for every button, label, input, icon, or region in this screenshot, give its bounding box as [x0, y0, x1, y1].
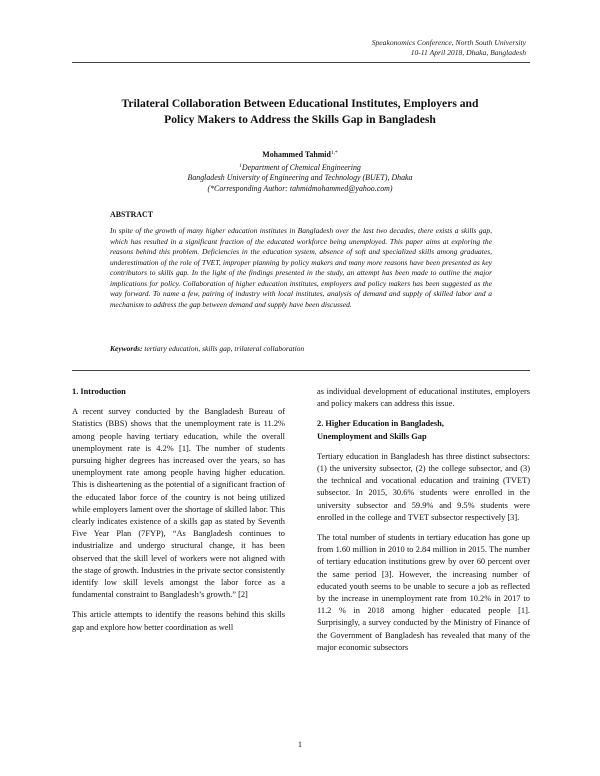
left-column [72, 386, 285, 642]
keywords-label: Keywords: [110, 344, 143, 353]
section-2-heading-line-1: 2. Higher Education in Bangladesh, [317, 419, 444, 429]
author-name: Mohammed Tahmid [262, 150, 331, 159]
section-2-paragraph-1: Tertiary education in Bangladesh has three distinct subsectors: (1) the university subsector, (2) the college subsector, and (3) the technical and vocational education and training (TVET) subsector. In 2015, 30.6% students were enrolled in the university subsector and 59.9% and 9.5% students were enrolled in the college and TVET subsector respectively [3]. [317, 451, 530, 522]
header-divider [72, 62, 530, 63]
author-block [100, 148, 500, 194]
corresponding-author: (*Corresponding Author: tahmidmohammed@yahoo.com) [207, 183, 393, 193]
author-superscript: 1,* [330, 150, 338, 156]
conference-name: Speakonomics Conference, North South University [371, 38, 526, 47]
abstract-heading: ABSTRACT [110, 210, 153, 219]
section-2-heading [317, 418, 530, 442]
abstract-text: In spite of the growth of many higher education institutes in Bangladesh over the last two decades, there exists a skills gap, which has resulted in a significant fraction of the educated workforce being unemployed. This paper aims at exploring the reasons behind this problem. Deficiencies in the education system, absence of soft and specialized skills among graduates, underestimation of the role of TVET, improper planning by policy makers and many more reasons have been presented as key contributors to skills gap. In the light of the findings presented in the study, an attempt has been made to outline the major implications for policy. Collaboration of higher education institutes, employers and policy makers has been suggested as the way forward. To name a few, pairing of industry with local institutes, analysis of demand and supply of skilled labor and a mechanism to address the gap between demand and supply have been discussed. [110, 226, 492, 309]
conference-dates: 10-11 April 2018, Dhaka, Bangladesh [410, 48, 526, 57]
page-number: 1 [297, 740, 303, 749]
right-column [317, 386, 530, 662]
affiliation-department: Department of Chemical Engineering [241, 162, 361, 172]
keywords [110, 344, 492, 355]
keywords-list: tertiary education, skills gap, trilateral collaboration [144, 344, 305, 353]
title-line-1: Trilateral Collaboration Between Educational Institutes, Employers and [121, 97, 479, 110]
affiliation-superscript: 1 [239, 162, 242, 169]
section-1-paragraph-2-continued: as individual development of educational institutes, employers and policy makers can address this issue. [317, 387, 530, 409]
section-divider [72, 370, 530, 371]
conference-header [372, 38, 526, 58]
section-2-paragraph-2: The total number of students in tertiary education has gone up from 1.60 million in 2010 to 2.84 million in 2015. The number of tertiary education institutions grew by over 60 percent over the same period [3]. However, the increasing number of educated youth seems to be unable to secure a job as reflected by the increase in unemployment rate from 10.2% in 2017 to 11.2 % in 2018 among higher educated people [1]. Surprisingly, a survey conducted by the Ministry of Finance of the Government of Bangladesh has revealed that many of the major economic subsectors [317, 533, 530, 652]
section-1-paragraph-2: This article attempts to identify the reasons behind this skills gap and explore how better coordination as well [72, 610, 285, 632]
section-1-paragraph-1: A recent survey conducted by the Bangladesh Bureau of Statistics (BBS) shows that the unemployment rate is 11.2% among people having tertiary education, while the overall unemployment rate is 4.2% [1]. The number of students pursuing higher degrees has increased over the years, so has unemployment rate among people having higher education. This is disheartening as the potential of a significant fraction of the educated labor force of the country is not being utilized while employers lament over the shortage of skilled labor. This clearly indicates existence of a skills gap as stated by Seventh Five Year Plan (7FYP), “As Bangladesh continues to industrialize and undergo structural change, it has been observed that the skill level of workers were not aligned with the stage of growth. Industries in the private sector consistently identify low skill levels amongst the labor force as a fundamental constraint to Bangladesh’s growth.” [2] [72, 407, 285, 600]
title-line-2: Policy Makers to Address the Skills Gap in Bangladesh [164, 113, 436, 126]
paper-title [95, 96, 505, 128]
section-1-heading: 1. Introduction [72, 387, 126, 396]
affiliation-university: Bangladesh University of Engineering and Technology (BUET), Dhaka [187, 173, 413, 182]
section-2-heading-line-2: Unemployment and Skills Gap [317, 431, 427, 441]
